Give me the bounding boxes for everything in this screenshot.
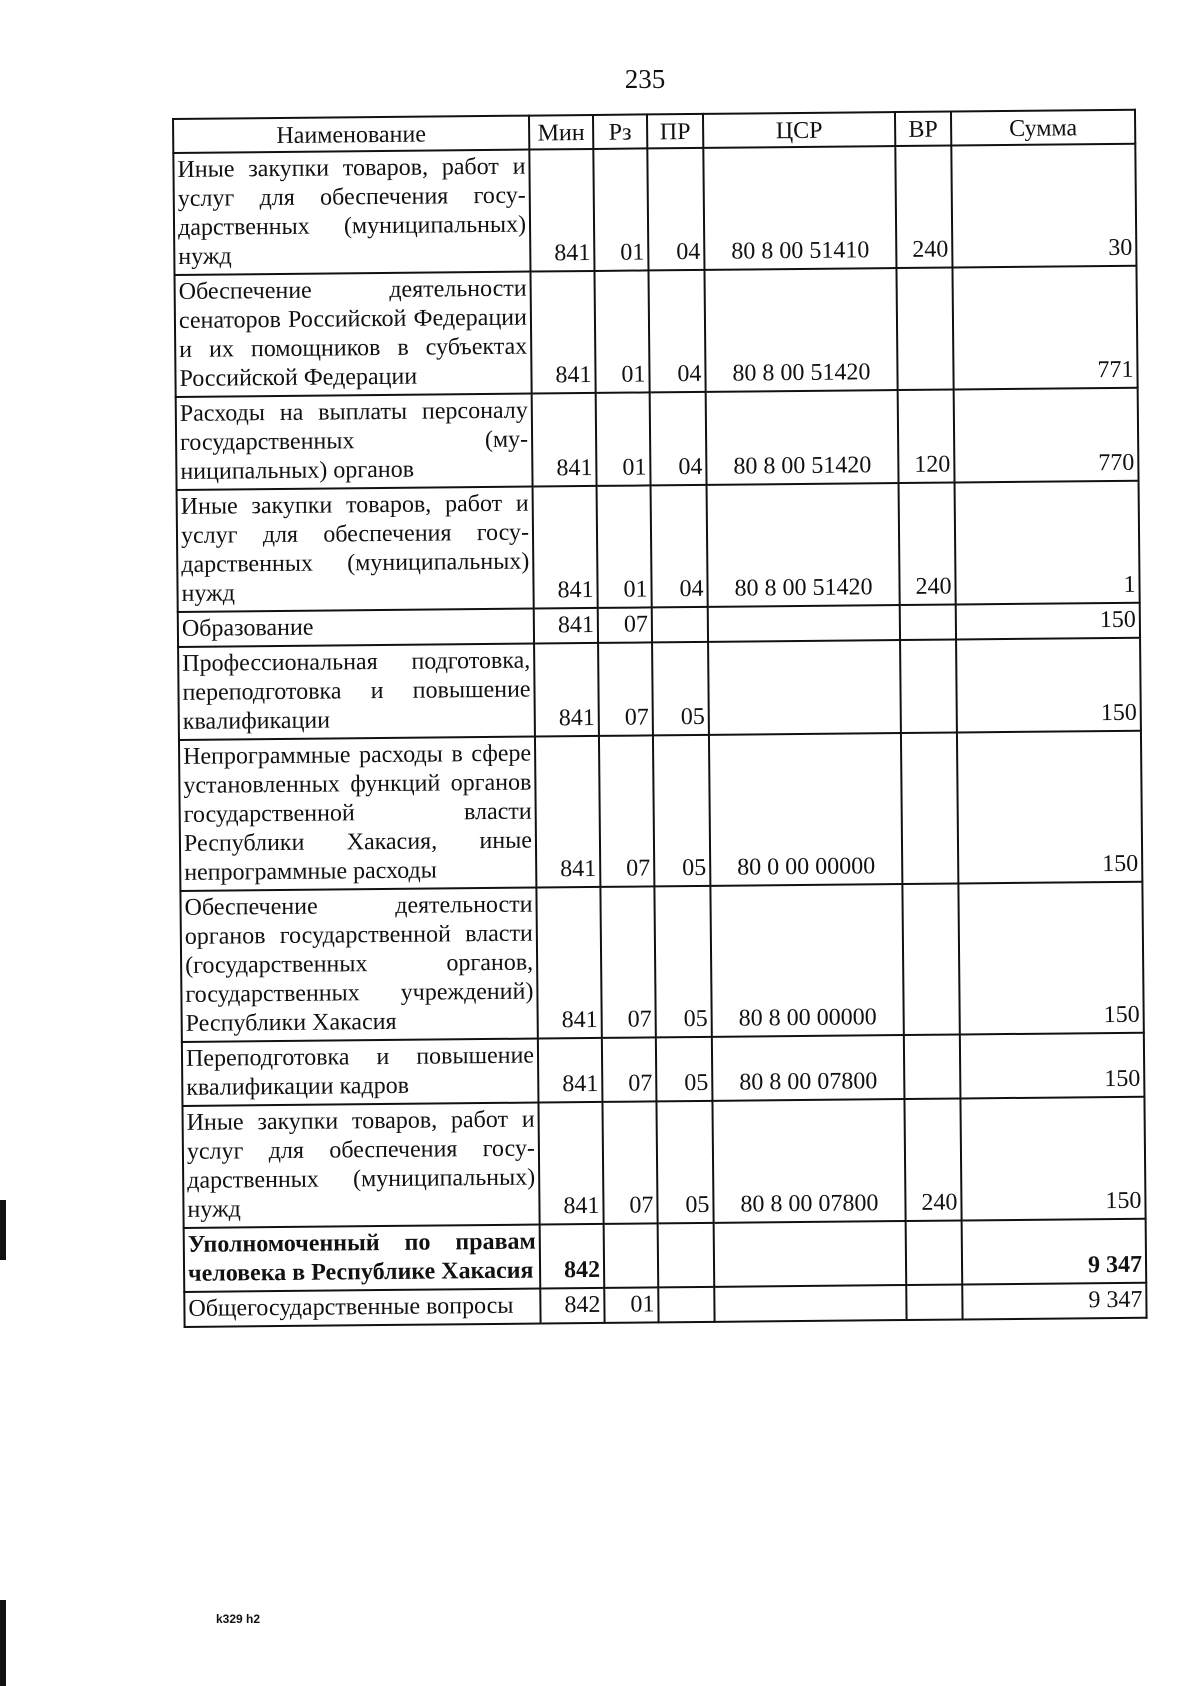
- cell-name: Иные закупки товаров, работ и услуг для обеспечения государственных (муниципальных) нужд: [173, 150, 530, 275]
- cell-min: 841: [529, 149, 594, 272]
- cell-csr: 80 8 00 07800: [712, 1035, 905, 1101]
- table-row: [180, 882, 1143, 1042]
- cell-name: Общегосударственные вопросы: [184, 1289, 540, 1327]
- cell-name: Непрограммные расходы в сфере установленных функций органов государственной власти Республики Хакасия, иные непрограммные расходы: [179, 737, 536, 891]
- table-row: [176, 388, 1139, 490]
- table-row: [173, 144, 1136, 275]
- cell-pr: 04: [648, 270, 705, 393]
- cell-sum: 150: [960, 1097, 1145, 1221]
- cell-csr: 80 8 00 51420: [707, 483, 900, 607]
- cell-csr: 80 8 00 07800: [712, 1099, 905, 1223]
- table-row: [182, 1033, 1145, 1106]
- cell-pr: 04: [651, 485, 708, 608]
- cell-min: 841: [538, 1038, 603, 1103]
- cell-csr: [714, 1285, 906, 1322]
- table-row: [177, 481, 1140, 612]
- cell-min: 841: [534, 643, 599, 737]
- scan-edge-top: [0, 1200, 6, 1260]
- page-number: 235: [624, 64, 666, 94]
- cell-sum: 9 347: [962, 1283, 1146, 1320]
- cell-rz: 07: [599, 735, 654, 887]
- cell-pr: [658, 1287, 714, 1323]
- cell-rz: 01: [597, 485, 652, 608]
- cell-pr: 05: [652, 642, 709, 736]
- header-rz: Рз: [593, 114, 647, 149]
- cell-vr: 240: [904, 1098, 961, 1221]
- cell-vr: [902, 883, 959, 1035]
- budget-table: [172, 109, 1148, 1328]
- cell-sum: 150: [956, 638, 1141, 733]
- cell-vr: 240: [895, 146, 952, 269]
- cell-name: Расходы на выплаты персоналу государственных (муниципальных) органов: [176, 394, 533, 490]
- cell-rz: 01: [604, 1287, 658, 1323]
- cell-sum: 30: [951, 144, 1136, 268]
- table-row: [178, 638, 1141, 740]
- cell-rz: 07: [602, 1101, 657, 1224]
- cell-sum: 150: [956, 603, 1140, 640]
- cell-min: 841: [538, 1102, 603, 1225]
- cell-min: 841: [536, 887, 601, 1039]
- cell-csr: 80 8 00 51420: [704, 268, 897, 392]
- header-pr: ПР: [647, 114, 703, 149]
- cell-name: Иные закупки товаров, работ и услуг для обеспечения государственных (муниципальных) нужд: [182, 1103, 539, 1228]
- cell-csr: [708, 605, 900, 642]
- cell-pr: 05: [656, 1101, 713, 1224]
- table-row: [184, 1219, 1147, 1292]
- cell-rz: 01: [596, 392, 651, 486]
- cell-vr: 120: [898, 390, 955, 484]
- cell-pr: 04: [647, 148, 704, 271]
- cell-rz: [604, 1223, 659, 1288]
- cell-name: Образование: [178, 609, 534, 647]
- cell-min: 841: [533, 486, 598, 609]
- cell-pr: [658, 1223, 715, 1288]
- cell-vr: [896, 268, 953, 391]
- cell-pr: 04: [650, 392, 707, 486]
- cell-csr: [714, 1221, 907, 1287]
- cell-name: Переподготовка и повышение квалификации кадров: [182, 1039, 539, 1106]
- cell-min: 841: [532, 393, 597, 487]
- cell-pr: [652, 607, 708, 643]
- cell-sum: 150: [958, 882, 1143, 1035]
- cell-min: 842: [540, 1224, 605, 1289]
- table-row: [182, 1097, 1145, 1228]
- cell-sum: 1: [955, 481, 1140, 605]
- header-csr: ЦСР: [703, 112, 895, 148]
- cell-csr: 80 8 00 51410: [703, 146, 896, 270]
- cell-name: Иные закупки товаров, работ и услуг для обеспечения государственных (муниципальных) нужд: [177, 487, 534, 612]
- cell-sum: 770: [954, 388, 1139, 483]
- table-row: [179, 731, 1142, 891]
- cell-sum: 150: [957, 731, 1142, 884]
- cell-vr: [906, 1284, 962, 1320]
- cell-sum: 9 347: [962, 1219, 1147, 1285]
- cell-name: Уполномоченный по правам человека в Республике Хакасия: [184, 1225, 541, 1292]
- cell-min: 842: [540, 1288, 604, 1324]
- cell-vr: [904, 1034, 961, 1099]
- cell-vr: [901, 732, 958, 884]
- cell-rz: 07: [598, 642, 653, 736]
- cell-vr: [906, 1220, 963, 1285]
- cell-min: 841: [535, 736, 600, 888]
- cell-sum: 771: [952, 266, 1137, 390]
- header-min: Мин: [529, 115, 593, 150]
- cell-pr: 05: [656, 1037, 713, 1102]
- cell-min: 841: [534, 608, 598, 644]
- cell-sum: 150: [960, 1033, 1145, 1099]
- cell-vr: [900, 604, 956, 640]
- cell-vr: 240: [899, 483, 956, 606]
- cell-rz: 01: [594, 270, 649, 393]
- cell-name: Обеспечение деятельности органов государственной власти (государственных органов, государственных учреждений) Республики Хакасия: [180, 888, 537, 1042]
- cell-pr: 05: [654, 886, 711, 1038]
- cell-csr: 80 8 00 51420: [706, 390, 899, 485]
- header-vr: ВР: [895, 112, 951, 147]
- cell-rz: 07: [600, 886, 655, 1038]
- cell-name: Обеспечение деятельности сенаторов Российской Федерации и их помощников в субъектах Российской Федерации: [175, 272, 532, 397]
- table-row: [175, 266, 1138, 397]
- cell-min: 841: [530, 271, 595, 394]
- cell-rz: 07: [602, 1037, 657, 1102]
- header-name: Наименование: [173, 116, 529, 153]
- header-sum: Сумма: [951, 110, 1135, 146]
- cell-csr: 80 8 00 00000: [710, 884, 903, 1037]
- scan-edge-bottom: [0, 1600, 6, 1686]
- cell-vr: [900, 639, 957, 733]
- table-body: [173, 144, 1146, 1327]
- cell-csr: 80 0 00 00000: [709, 733, 902, 886]
- cell-pr: 05: [653, 735, 710, 887]
- cell-rz: 01: [593, 148, 648, 271]
- footer-code: k329 h2: [216, 1612, 261, 1626]
- cell-rz: 07: [598, 607, 652, 643]
- cell-name: Профессиональная подготовка, переподготовка и повышение квалификации: [178, 644, 535, 740]
- cell-csr: [708, 640, 901, 735]
